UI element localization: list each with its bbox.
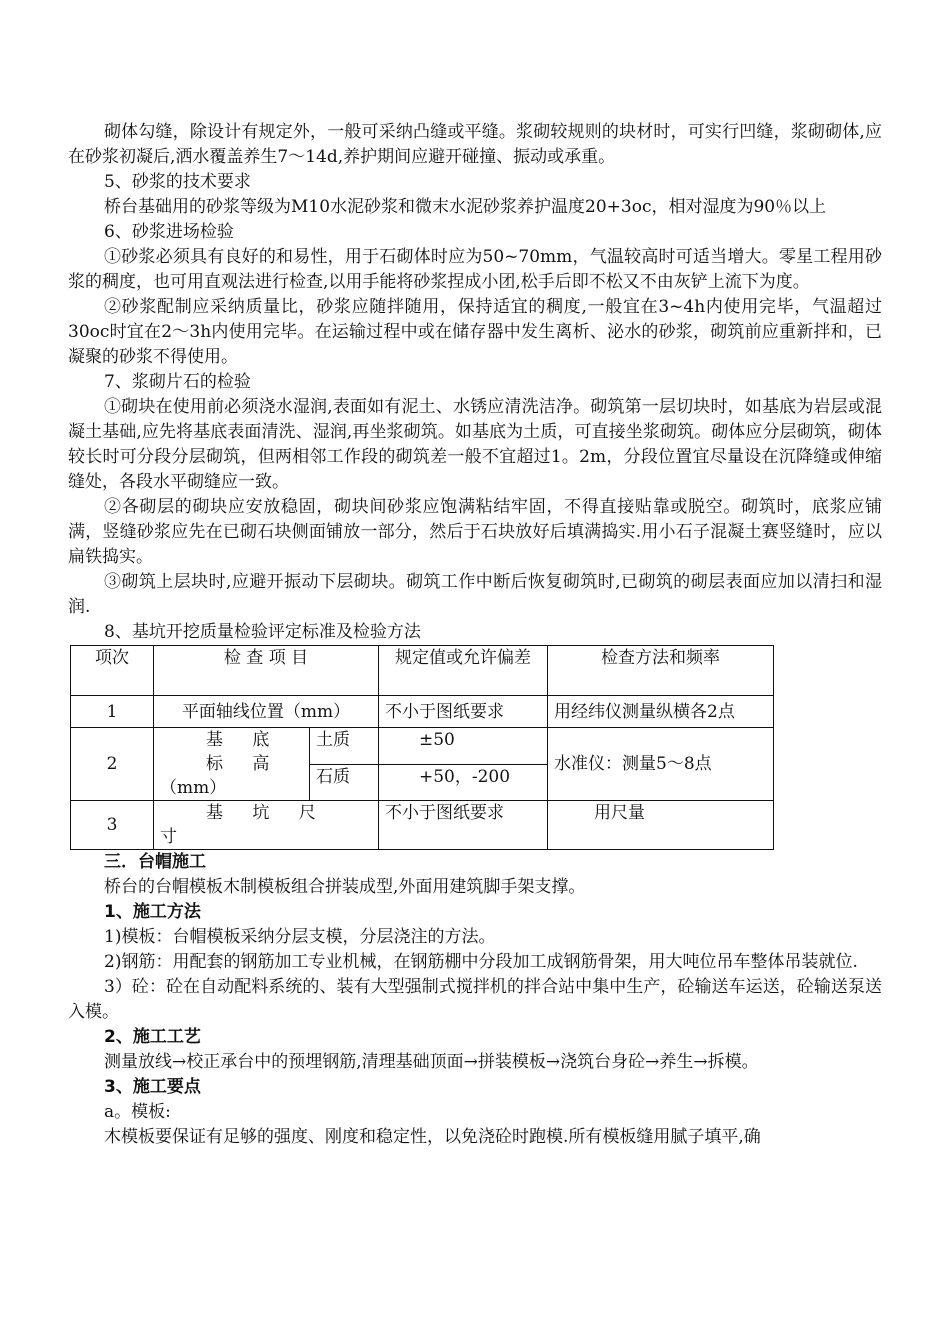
heading-mortar-requirements: 5、砂浆的技术要求 [104,172,251,192]
row1-value: 不小于图纸要求 [379,696,548,728]
paragraph-upper-layer: ③砌筑上层块时,应避开振动下层砌块。砌筑工作中断后恢复砌筑时,已砌筑的砌层表面应加以清扫和湿润. [68,572,882,617]
header-value: 规定值或允许偏差 [379,646,548,696]
row2-unit: （mm） [160,778,227,798]
paragraph-block-wetting: ①砌块在使用前必须浇水湿润,表面如有泥土、水锈应清洗洁净。砌筑第一层切块时，如基底为岩层或混凝土基础,应先将基底表面清洗、湿润,再坐浆砌筑。如基底为土质，可直接坐浆砌筑。砌体应分层砌筑，砌体较长时可分段分层砌筑，但两相邻工作段的砌筑差一般不宜超过1。2m，分段位置宜尽量设在沉降缝或伸缩缝处，各段水平砌缝应一致。 [68,397,882,492]
heading-pit-standard: 8、基坑开挖质量检验评定标准及检验方法 [104,622,421,642]
paragraph-formwork-label: a。模板: [104,1102,171,1122]
table-row [71,696,774,728]
row2-val1: ±50 [379,728,548,765]
heading-mortar-inspection: 6、砂浆进场检验 [104,222,234,242]
paragraph-method-formwork: 1)模板：台帽模板采纳分层支模，分层浇注的方法。 [104,927,496,947]
table-header-row [71,646,774,696]
inspection-table [70,645,774,850]
paragraph-capping-formwork: 桥台的台帽模板木制模板组合拼装成型,外面用建筑脚手架支撑。 [104,877,586,897]
row1-no: 1 [71,696,154,728]
row1-method: 用经纬仪测量纵横各2点 [548,696,774,728]
row1-item: 平面轴线位置（mm） [154,696,379,728]
paragraph-process-flow: 测量放线→校正承台中的预埋钢筋,清理基础顶面→拼装模板→浇筑台身砼→养生→拆模。 [104,1052,759,1072]
document-page [68,120,882,1150]
heading-key-points: 3、施工要点 [104,1077,201,1097]
heading-construction-process: 2、施工工艺 [104,1027,201,1047]
row2-val2: +50，-200 [379,764,548,801]
row2-item: 基 底 标 高 [206,730,282,774]
header-item: 检 查 项 目 [154,646,379,696]
paragraph-block-placement: ②各砌层的砌块应安放稳固，砌块间砂浆应饱满粘结牢固，不得直接贴靠或脱空。砌筑时，底浆应铺满，竖缝砂浆应先在已砌石块侧面铺放一部分，然后于石块放好后填满捣实.用小石子混凝土赛竖缝时，应以扁铁捣实。 [68,497,882,567]
row2-sub2: 石质 [310,764,379,801]
row2-no: 2 [71,728,154,801]
table-row [71,728,774,765]
paragraph-mortar-grade: 桥台基础用的砂浆等级为M10水泥砂浆和微末水泥砂浆养护温度20+3oc，相对湿度为90％以上 [104,197,827,217]
paragraph-pointing: 砌体勾缝，除设计有规定外，一般可采纳凸缝或平缝。浆砌较规则的块材时，可实行凹缝，浆砌砌体,应在砂浆初凝后,洒水覆盖养生7～14d,养护期间应避开碰撞、振动或承重。 [68,122,882,167]
heading-rubble-inspection: 7、浆砌片石的检验 [104,372,251,392]
paragraph-formwork-requirements: 木模板要保证有足够的强度、刚度和稳定性，以免浇砼时跑模.所有模板缝用腻子填平,确 [104,1127,761,1147]
section-heading-capping: 三．台帽施工 [104,852,206,872]
header-no: 项次 [71,646,154,696]
header-method: 检查方法和频率 [548,646,774,696]
row3-item-cell [154,801,379,850]
row3-item: 基 坑 尺 寸 [160,803,328,847]
row3-no: 3 [71,801,154,850]
row2-method: 水准仪：测量5～8点 [548,728,774,801]
row3-method: 用尺量 [548,801,774,850]
row2-item-cell [154,728,310,801]
paragraph-method-concrete: 3）砼：砼在自动配料系统的、装有大型强制式搅拌机的拌合站中集中生产，砼输送车运送，砼输送泵送入模。 [68,977,882,1022]
paragraph-mortar-workability: ①砂浆必须具有良好的和易性，用于石砌体时应为50~70mm，气温较高时可适当增大。零星工程用砂浆的稠度，也可用直观法进行检查,以用手能将砂浆捏成小团,松手后即不松又不由灰铲上流下为度。 [68,247,882,292]
heading-construction-method: 1、施工方法 [104,902,201,922]
row3-value: 不小于图纸要求 [379,801,548,850]
paragraph-method-rebar: 2)钢筋：用配套的钢筋加工专业机械，在钢筋棚中分段加工成钢筋骨架，用大吨位吊车整体吊装就位. [104,952,858,972]
table-row [71,801,774,850]
paragraph-mortar-mix: ②砂浆配制应采纳质量比，砂浆应随拌随用，保持适宜的稠度,一般宜在3~4h内使用完毕，气温超过30oc时宜在2～3h内使用完毕。在运输过程中或在储存器中发生离析、泌水的砂浆，砌筑前应重新拌和，已凝聚的砂浆不得使用。 [68,297,882,367]
row2-sub1: 土质 [310,728,379,765]
